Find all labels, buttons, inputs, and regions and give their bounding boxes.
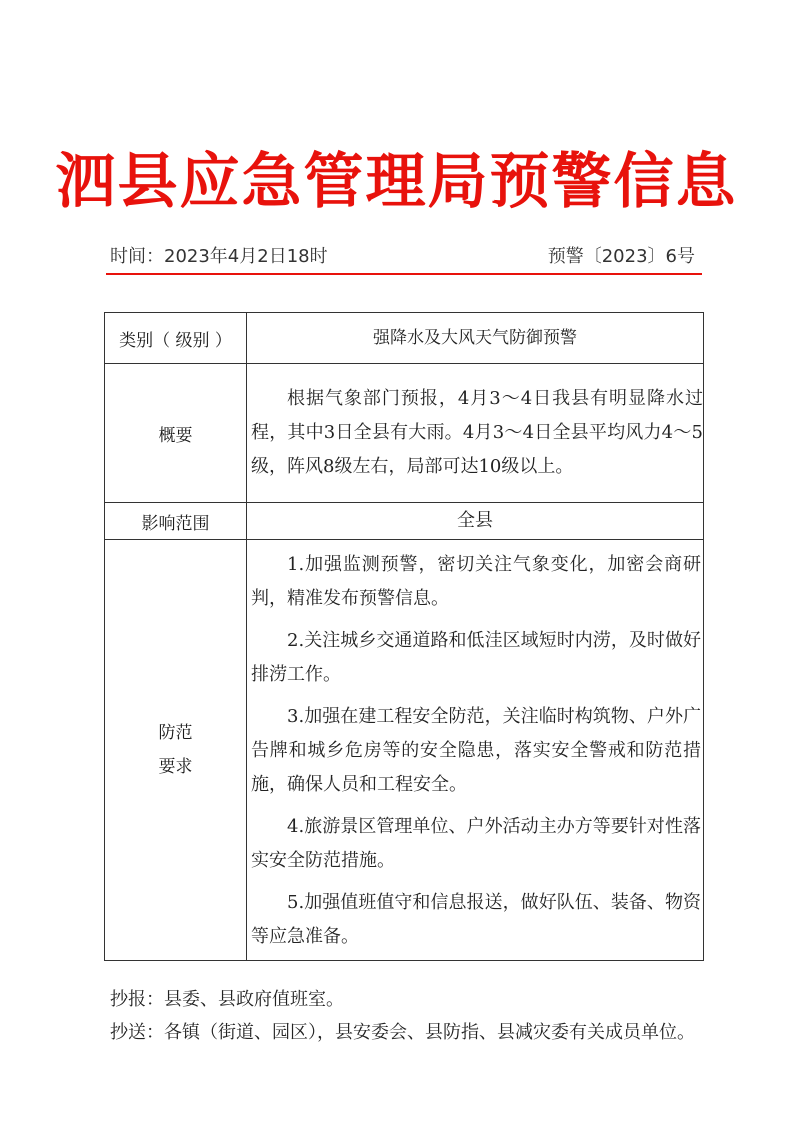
warning-table [104,312,704,961]
table-row-summary [105,364,704,503]
measures-list [247,540,704,961]
measures-label [105,540,247,961]
measures-label-line2: 要求 [158,757,193,777]
page-title: 泗县应急管理局预警信息 [55,147,738,217]
measures-label-line1: 防范 [158,723,193,743]
measure-item: 3.加强在建工程安全防范，关注临时构筑物、户外广告牌和城乡危房等的安全隐患，落实安全警戒和防范措施，确保人员和工程安全。 [251,706,701,795]
measure-item: 1.加强监测预警，密切关注气象变化，加密会商研判，精准发布预警信息。 [251,554,701,609]
measure-item: 4.旅游景区管理单位、户外活动主办方等要针对性落实安全防范措施。 [251,816,701,871]
scope-label: 影响范围 [105,503,247,540]
issue-time: 时间：2023年4月2日18时 [110,246,328,267]
send-to-line: 抄送：各镇（街道、园区），县安委会、县防指、县减灾委有关成员单位。 [110,1022,695,1043]
type-value: 强降水及大风天气防御预警 [247,313,704,364]
scope-value: 全县 [247,503,704,540]
table-row-type [105,313,704,364]
report-to-line: 抄报：县委、县政府值班室。 [110,989,344,1010]
type-label: 类别（ 级别 ） [105,313,247,364]
summary-label: 概要 [105,364,247,503]
summary-text: 根据气象部门预报，4月3～4日我县有明显降水过程，其中3日全县有大雨。4月3～4日全县平均风力4～5级，阵风8级左右，局部可达10级以上。 [247,364,704,503]
table-row-measures [105,540,704,961]
measure-item: 5.加强值班值守和信息报送，做好队伍、装备、物资等应急准备。 [251,892,701,947]
header-divider [106,273,702,275]
issue-number: 预警〔2023〕6号 [547,246,695,267]
measure-item: 2.关注城乡交通道路和低洼区域短时内涝，及时做好排涝工作。 [251,630,701,685]
table-row-scope [105,503,704,540]
